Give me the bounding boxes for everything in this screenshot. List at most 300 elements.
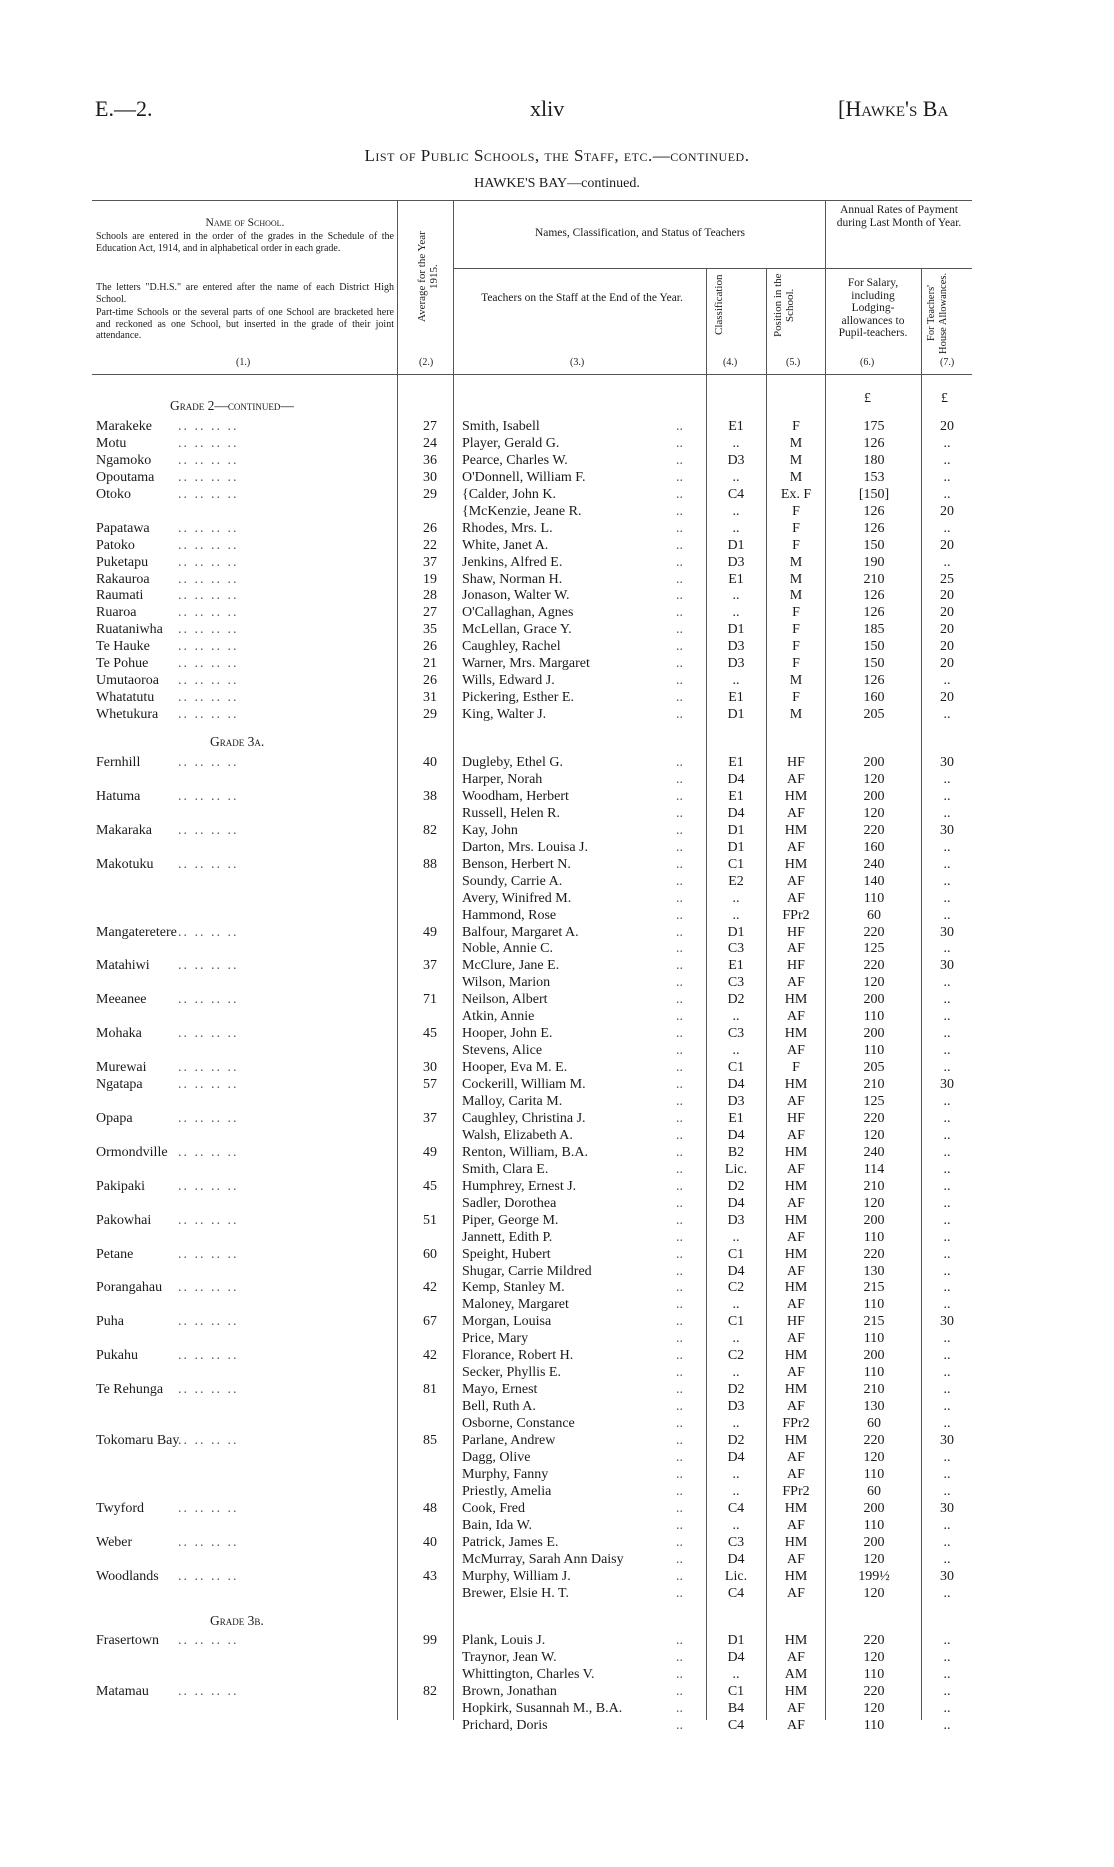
position-in-school: AF: [787, 1009, 805, 1025]
leader-dots: ..: [676, 1077, 683, 1093]
house-allowance: ..: [943, 1161, 951, 1177]
classification: ..: [732, 469, 740, 485]
position-in-school: AF: [787, 873, 805, 889]
teacher-name: Stevens, Alice: [462, 1043, 543, 1059]
col4-heading: Classification: [713, 274, 725, 336]
col5-number: (5.): [786, 357, 801, 368]
salary-rate: 60: [867, 1416, 881, 1432]
salary-rate: 120: [863, 1585, 885, 1601]
leader-dots: .. .. .. ..: [178, 788, 239, 804]
classification: ..: [732, 1365, 740, 1381]
leader-dots: ..: [676, 1517, 683, 1533]
position-in-school: F: [792, 537, 800, 553]
leader-dots: .. .. .. ..: [178, 1684, 239, 1700]
house-allowance: ..: [943, 1667, 951, 1683]
house-allowance: ..: [943, 554, 951, 570]
classification: C4: [727, 1585, 745, 1601]
classification: D2: [727, 1433, 745, 1448]
running-region: [Hawke's Ba: [838, 96, 949, 121]
average-attendance: 30: [423, 1060, 437, 1076]
teacher-name: Shugar, Carrie Mildred: [462, 1263, 592, 1279]
salary-rate: 210: [863, 1382, 885, 1398]
teacher-name: Atkin, Annie: [462, 1009, 535, 1025]
position-in-school: AF: [787, 1094, 805, 1109]
leader-dots: .. .. .. ..: [178, 435, 239, 451]
salary-rate: 220: [863, 958, 885, 974]
teacher-name: King, Walter J.: [462, 707, 547, 723]
school-name: Opoutama: [96, 469, 155, 485]
salary-rate: 220: [863, 1684, 885, 1700]
column-rule-2: [453, 200, 454, 1720]
col4-number: (4.): [723, 357, 738, 368]
salary-rate: 114: [863, 1161, 885, 1177]
position-in-school: HM: [784, 822, 808, 838]
leader-dots: ..: [676, 1144, 683, 1160]
position-in-school: AF: [787, 839, 805, 855]
col3-group-heading: Names, Classification, and Status of Teachers: [534, 227, 746, 239]
classification: C1: [727, 856, 745, 872]
school-name: Whetukura: [96, 707, 159, 723]
school-name: Puha: [96, 1314, 124, 1330]
house-allowance: ..: [943, 1551, 951, 1567]
position-in-school: AF: [787, 1161, 805, 1177]
house-allowance: 20: [940, 503, 954, 519]
classification: ..: [732, 1466, 740, 1482]
leader-dots: ..: [676, 639, 683, 655]
average-attendance: 57: [423, 1077, 437, 1093]
house-allowance: ..: [943, 1212, 951, 1228]
salary-rate: 160: [863, 839, 885, 855]
house-allowance: ..: [943, 1246, 951, 1262]
house-allowance: ..: [943, 1382, 951, 1398]
classification: C1: [727, 1314, 745, 1330]
leader-dots: .. .. .. ..: [178, 1382, 239, 1398]
header-inner-rule: [453, 268, 825, 269]
position-in-school: HM: [784, 1684, 808, 1700]
teacher-name: Caughley, Rachel: [462, 639, 561, 655]
school-name: Tokomaru Bay: [96, 1433, 180, 1448]
house-allowance: ..: [943, 1043, 951, 1059]
classification: D2: [727, 1382, 745, 1398]
teacher-name: {Calder, John K.: [462, 486, 557, 502]
classification: D1: [727, 622, 745, 638]
position-in-school: AF: [787, 1449, 805, 1465]
house-allowance: ..: [943, 1178, 951, 1194]
classification: D4: [727, 805, 745, 821]
col3-heading: Teachers on the Staff at the End of the Year.: [481, 292, 683, 304]
teacher-name: Bain, Ida W.: [462, 1517, 532, 1533]
school-name: Motu: [96, 435, 127, 451]
average-attendance: 27: [423, 605, 437, 621]
leader-dots: ..: [676, 486, 683, 502]
classification: ..: [732, 673, 740, 689]
teacher-name: Speight, Hubert: [462, 1246, 551, 1262]
leader-dots: ..: [676, 554, 683, 570]
salary-rate: 220: [863, 1633, 885, 1649]
position-in-school: FPr2: [782, 1483, 810, 1499]
leader-dots: .. .. .. ..: [178, 571, 239, 587]
classification: B2: [727, 1144, 745, 1160]
house-allowance: ..: [943, 907, 951, 923]
average-attendance: 71: [423, 992, 437, 1008]
leader-dots: ..: [676, 1718, 683, 1734]
classification: ..: [732, 1297, 740, 1313]
position-in-school: AF: [787, 805, 805, 821]
house-allowance: ..: [943, 486, 951, 502]
leader-dots: ..: [676, 805, 683, 821]
house-allowance: ..: [943, 975, 951, 991]
house-allowance: ..: [943, 1399, 951, 1415]
teacher-name: Smith, Clara E.: [462, 1161, 549, 1177]
house-allowance: 30: [940, 1433, 954, 1448]
house-allowance: 30: [940, 1077, 954, 1093]
average-attendance: 24: [423, 435, 437, 451]
leader-dots: ..: [676, 1416, 683, 1432]
average-attendance: 49: [423, 1144, 437, 1160]
school-name: Rakauroa: [96, 571, 150, 587]
classification: C3: [727, 1534, 745, 1550]
leader-dots: ..: [676, 418, 683, 434]
teacher-name: O'Donnell, William F.: [462, 469, 586, 485]
classification: ..: [732, 1667, 740, 1683]
salary-rate: 200: [863, 1500, 885, 1516]
teacher-name: Murphy, William J.: [462, 1568, 571, 1584]
leader-dots: ..: [676, 1701, 683, 1717]
house-allowance: ..: [943, 673, 951, 689]
school-name: Frasertown: [96, 1633, 159, 1649]
average-attendance: 26: [423, 673, 437, 689]
house-allowance: ..: [943, 1263, 951, 1279]
house-allowance: ..: [943, 1060, 951, 1076]
school-name: Mangateretere: [96, 924, 177, 940]
teacher-name: Harper, Norah: [462, 771, 543, 787]
position-in-school: M: [789, 707, 803, 723]
house-allowance: ..: [943, 771, 951, 787]
house-allowance: ..: [943, 992, 951, 1008]
leader-dots: .. .. .. ..: [178, 1144, 239, 1160]
position-in-school: AF: [787, 1701, 805, 1717]
leader-dots: .. .. .. ..: [178, 856, 239, 872]
school-name: Mohaka: [96, 1026, 142, 1042]
position-in-school: AF: [787, 1365, 805, 1381]
average-attendance: 37: [423, 1110, 437, 1126]
teacher-name: Brewer, Elsie H. T.: [462, 1585, 570, 1601]
leader-dots: ..: [676, 1433, 683, 1448]
school-name: Pakipaki: [96, 1178, 145, 1194]
school-name: Ruataniwha: [96, 622, 163, 638]
position-in-school: HF: [787, 958, 805, 974]
classification: D1: [727, 822, 745, 838]
salary-rate: 220: [863, 822, 885, 838]
teacher-name: Noble, Annie C.: [462, 941, 553, 957]
position-in-school: HF: [787, 1110, 805, 1126]
classification: C1: [727, 1060, 745, 1076]
leader-dots: ..: [676, 435, 683, 451]
average-attendance: 42: [423, 1348, 437, 1364]
house-allowance: ..: [943, 941, 951, 957]
header-top-rule: [92, 200, 972, 201]
page-title: List of Public Schools, the Staff, etc.—continued.: [364, 146, 750, 165]
house-allowance: ..: [943, 1633, 951, 1649]
salary-rate: 199½: [858, 1568, 890, 1584]
leader-dots: .. .. .. ..: [178, 656, 239, 672]
classification: D2: [727, 1178, 745, 1194]
classification: D4: [727, 1263, 745, 1279]
leader-dots: .. .. .. ..: [178, 958, 239, 974]
leader-dots: ..: [676, 503, 683, 519]
salary-rate: 180: [863, 452, 885, 468]
house-allowance: 20: [940, 537, 954, 553]
teacher-name: Smith, Isabell: [462, 418, 540, 434]
classification: E1: [728, 418, 744, 434]
leader-dots: ..: [676, 822, 683, 838]
teacher-name: Morgan, Louisa: [462, 1314, 552, 1330]
salary-rate: 215: [863, 1280, 885, 1296]
salary-rate: 220: [863, 924, 885, 940]
classification: C4: [727, 486, 745, 502]
school-name: Marakeke: [96, 418, 152, 434]
leader-dots: .. .. .. ..: [178, 924, 239, 940]
classification: ..: [732, 1483, 740, 1499]
teacher-name: Neilson, Albert: [462, 992, 548, 1008]
average-attendance: 82: [423, 1684, 437, 1700]
teacher-name: Whittington, Charles V.: [462, 1667, 595, 1683]
leader-dots: ..: [676, 1483, 683, 1499]
salary-rate: 120: [863, 1449, 885, 1465]
position-in-school: HM: [784, 1144, 808, 1160]
leader-dots: .. .. .. ..: [178, 622, 239, 638]
col1-note-dhs: The letters "D.H.S." are entered after the name of each District High School.: [96, 282, 394, 305]
leader-dots: ..: [676, 690, 683, 706]
col1-heading: Name of School.: [205, 217, 285, 229]
page-reference: E.—2.: [95, 96, 153, 121]
position-in-school: FPr2: [782, 1416, 810, 1432]
leader-dots: ..: [676, 1178, 683, 1194]
house-allowance: 30: [940, 958, 954, 974]
salary-rate: 110: [863, 1331, 885, 1347]
position-in-school: HM: [784, 1246, 808, 1262]
average-attendance: 26: [423, 639, 437, 655]
grade-heading: Grade 3b.: [210, 1612, 264, 1628]
leader-dots: ..: [676, 1195, 683, 1211]
col67-group-heading: Annual Rates of Payment during Last Month of Year.: [836, 204, 962, 229]
house-allowance: 30: [940, 822, 954, 838]
house-allowance: ..: [943, 1466, 951, 1482]
classification: ..: [732, 1229, 740, 1245]
house-allowance: ..: [943, 520, 951, 536]
school-name: Otoko: [96, 486, 131, 502]
position-in-school: F: [792, 639, 800, 655]
teacher-name: Player, Gerald G.: [462, 435, 560, 451]
school-name: Hatuma: [96, 788, 141, 804]
teacher-name: Balfour, Margaret A.: [462, 924, 579, 940]
leader-dots: .. .. .. ..: [178, 1500, 239, 1516]
classification: E2: [728, 873, 744, 889]
leader-dots: .. .. .. ..: [178, 554, 239, 570]
salary-rate: 120: [863, 975, 885, 991]
school-name: Pukahu: [96, 1348, 138, 1364]
teacher-name: Dagg, Olive: [462, 1449, 531, 1465]
classification: C4: [727, 1718, 745, 1734]
leader-dots: ..: [676, 1568, 683, 1584]
house-allowance: ..: [943, 1009, 951, 1025]
classification: C1: [727, 1684, 745, 1700]
teacher-name: Patrick, James E.: [462, 1534, 559, 1550]
house-allowance: ..: [943, 707, 951, 723]
house-allowance: 20: [940, 605, 954, 621]
salary-rate: 150: [863, 656, 885, 672]
salary-rate: 120: [863, 1650, 885, 1666]
salary-rate: 210: [863, 571, 885, 587]
position-in-school: HM: [784, 1280, 808, 1296]
teacher-name: Darton, Mrs. Louisa J.: [462, 839, 588, 855]
leader-dots: ..: [676, 975, 683, 991]
leader-dots: .. .. .. ..: [178, 992, 239, 1008]
average-attendance: 48: [423, 1500, 437, 1516]
position-in-school: HM: [784, 1348, 808, 1364]
salary-rate: 150: [863, 537, 885, 553]
house-allowance: 30: [940, 924, 954, 940]
average-attendance: 31: [423, 690, 437, 706]
salary-rate: 110: [863, 1365, 885, 1381]
pound-sign-house: £: [941, 391, 948, 406]
salary-rate: 200: [863, 755, 885, 770]
position-in-school: M: [789, 571, 803, 587]
column-rule-6: [921, 268, 922, 1720]
salary-rate: 125: [863, 941, 885, 957]
leader-dots: .. .. .. ..: [178, 639, 239, 655]
teacher-name: Renton, William, B.A.: [462, 1144, 588, 1160]
leader-dots: ..: [676, 673, 683, 689]
classification: D2: [727, 992, 745, 1008]
average-attendance: 30: [423, 469, 437, 485]
average-attendance: 40: [423, 1534, 437, 1550]
position-in-school: AF: [787, 1718, 805, 1734]
house-allowance: ..: [943, 788, 951, 804]
salary-rate: 110: [863, 890, 885, 906]
salary-rate: 175: [863, 418, 885, 434]
school-name: Ngamoko: [96, 452, 152, 468]
salary-rate: 210: [863, 1178, 885, 1194]
average-attendance: 45: [423, 1178, 437, 1194]
col1-number: (1.): [236, 357, 251, 368]
salary-rate: 125: [863, 1094, 885, 1109]
teacher-name: Traynor, Jean W.: [462, 1650, 557, 1666]
column-rule-5: [825, 200, 826, 1720]
teacher-name: Wilson, Marion: [462, 975, 551, 991]
leader-dots: ..: [676, 1043, 683, 1059]
position-in-school: F: [792, 418, 800, 434]
house-allowance: ..: [943, 873, 951, 889]
position-in-school: HF: [787, 1314, 805, 1330]
classification: D4: [727, 1449, 745, 1465]
salary-rate: 160: [863, 690, 885, 706]
leader-dots: ..: [676, 1314, 683, 1330]
teacher-name: Price, Mary: [462, 1331, 529, 1347]
salary-rate: 200: [863, 788, 885, 804]
school-name: Matamau: [96, 1684, 149, 1700]
house-allowance: 30: [940, 755, 954, 770]
teacher-name: McClure, Jane E.: [462, 958, 560, 974]
position-in-school: F: [792, 520, 800, 536]
salary-rate: 200: [863, 1212, 885, 1228]
leader-dots: ..: [676, 1500, 683, 1516]
leader-dots: ..: [676, 839, 683, 855]
salary-rate: 150: [863, 639, 885, 655]
school-name: Patoko: [96, 537, 135, 553]
salary-rate: 220: [863, 1433, 885, 1448]
classification: D4: [727, 771, 745, 787]
position-in-school: F: [792, 503, 800, 519]
classification: C3: [727, 941, 745, 957]
teacher-name: Mayo, Ernest: [462, 1382, 538, 1398]
classification: C3: [727, 975, 745, 991]
school-name: Te Hauke: [96, 639, 150, 655]
leader-dots: .. .. .. ..: [178, 605, 239, 621]
teacher-name: Avery, Winifred M.: [462, 890, 572, 906]
salary-rate: 205: [863, 707, 885, 723]
leader-dots: ..: [676, 1399, 683, 1415]
teacher-name: Malloy, Carita M.: [462, 1094, 563, 1109]
house-allowance: 20: [940, 588, 954, 604]
position-in-school: HM: [784, 856, 808, 872]
leader-dots: ..: [676, 1009, 683, 1025]
leader-dots: ..: [676, 1585, 683, 1601]
leader-dots: ..: [676, 605, 683, 621]
leader-dots: ..: [676, 520, 683, 536]
leader-dots: ..: [676, 992, 683, 1008]
classification: E1: [728, 690, 744, 706]
position-in-school: AF: [787, 1585, 805, 1601]
salary-rate: 110: [863, 1009, 885, 1025]
leader-dots: ..: [676, 958, 683, 974]
salary-rate: 126: [863, 673, 885, 689]
salary-rate: 120: [863, 1127, 885, 1143]
leader-dots: .. .. .. ..: [178, 690, 239, 706]
house-allowance: 25: [940, 571, 954, 587]
classification: E1: [728, 755, 744, 770]
position-in-school: M: [789, 469, 803, 485]
house-allowance: ..: [943, 1026, 951, 1042]
salary-rate: 220: [863, 1246, 885, 1262]
position-in-school: AF: [787, 1263, 805, 1279]
classification: D4: [727, 1650, 745, 1666]
school-name: Raumati: [96, 588, 144, 604]
teacher-name: Murphy, Fanny: [462, 1466, 549, 1482]
average-attendance: 37: [423, 554, 437, 570]
teacher-name: Caughley, Christina J.: [462, 1110, 586, 1126]
col6-number: (6.): [860, 357, 875, 368]
leader-dots: ..: [676, 890, 683, 906]
classification: D1: [727, 924, 745, 940]
position-in-school: AF: [787, 1127, 805, 1143]
leader-dots: .. .. .. ..: [178, 1060, 239, 1076]
classification: D3: [727, 639, 745, 655]
classification: D4: [727, 1195, 745, 1211]
classification: ..: [732, 1009, 740, 1025]
leader-dots: ..: [676, 1229, 683, 1245]
house-allowance: ..: [943, 1517, 951, 1533]
teacher-name: Plank, Louis J.: [462, 1633, 546, 1649]
classification: ..: [732, 890, 740, 906]
leader-dots: ..: [676, 1449, 683, 1465]
classification: E1: [728, 958, 744, 974]
salary-rate: 140: [863, 873, 885, 889]
position-in-school: AF: [787, 1043, 805, 1059]
teacher-name: Woodham, Herbert: [462, 788, 569, 804]
teacher-name: Priestly, Amelia: [462, 1483, 552, 1499]
classification: D3: [727, 1212, 745, 1228]
